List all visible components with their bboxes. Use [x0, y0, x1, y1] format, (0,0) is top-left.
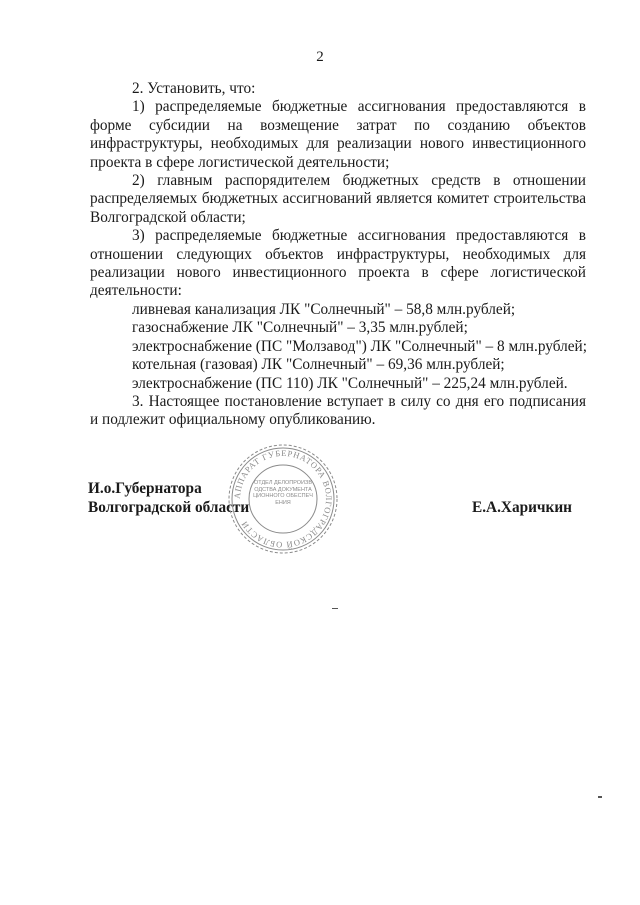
signatory-position-line2: Волгоградской области [88, 499, 250, 516]
paragraph-item-2-intro: 2. Установить, что: [132, 80, 256, 97]
infrastructure-item: электроснабжение (ПС "Молзавод") ЛК "Солнечный" – 8 млн.рублей; [132, 337, 587, 355]
signatory-name: Е.А.Харичкин [472, 499, 572, 516]
infrastructure-item: газоснабжение ЛК "Солнечный" – 3,35 млн.рублей; [132, 319, 468, 337]
paragraph-subitem-2: 2) главным распорядителем бюджетных средств в отношении распределяемых бюджетных ассигнований является комитет строительства Волгоградской области; [90, 172, 586, 226]
infrastructure-item: котельная (газовая) ЛК "Солнечный" – 69,36 млн.рублей; [132, 356, 505, 374]
stamp-seal-icon [226, 442, 340, 556]
paragraph-subitem-3: 3) распределяемые бюджетные ассигнования предоставляются в отношении следующих объектов инфраструктуры, необходимых для реализации нового инвестиционного проекта в сфере логистической деятельности: [90, 227, 586, 300]
scan-speck [598, 796, 602, 798]
infrastructure-item: электроснабжение (ПС 110) ЛК "Солнечный" – 225,24 млн.рублей. [132, 374, 568, 392]
document-body [90, 80, 586, 430]
stamp-ring-text: АППАРАТ ГУБЕРНАТОРА ВОЛГОГРАДСКОЙ ОБЛАСТИ [231, 447, 335, 551]
infrastructure-item: ливневая канализация ЛК "Солнечный" – 58,8 млн.рублей; [132, 300, 516, 318]
stamp-center-text: ОТДЕЛ ДЕЛОПРОИЗВОДСТВА ДОКУМЕНТАЦИОННОГО ОБЕСПЕЧЕНИЯ [253, 480, 313, 506]
signatory-position-line1: И.о.Губернатора [88, 480, 202, 497]
scan-speck [332, 608, 338, 609]
page-number: 2 [316, 49, 324, 65]
official-stamp [226, 442, 340, 556]
paragraph-subitem-1: 1) распределяемые бюджетные ассигнования предоставляются в форме субсидии на возмещение затрат по созданию объектов инфраструктуры, необходимых для реализации нового инвестиционного проекта в сфере логистической деятельности; [90, 98, 586, 171]
paragraph-item-3: 3. Настоящее постановление вступает в силу со дня его подписания и подлежит официальному опубликованию. [90, 392, 586, 429]
